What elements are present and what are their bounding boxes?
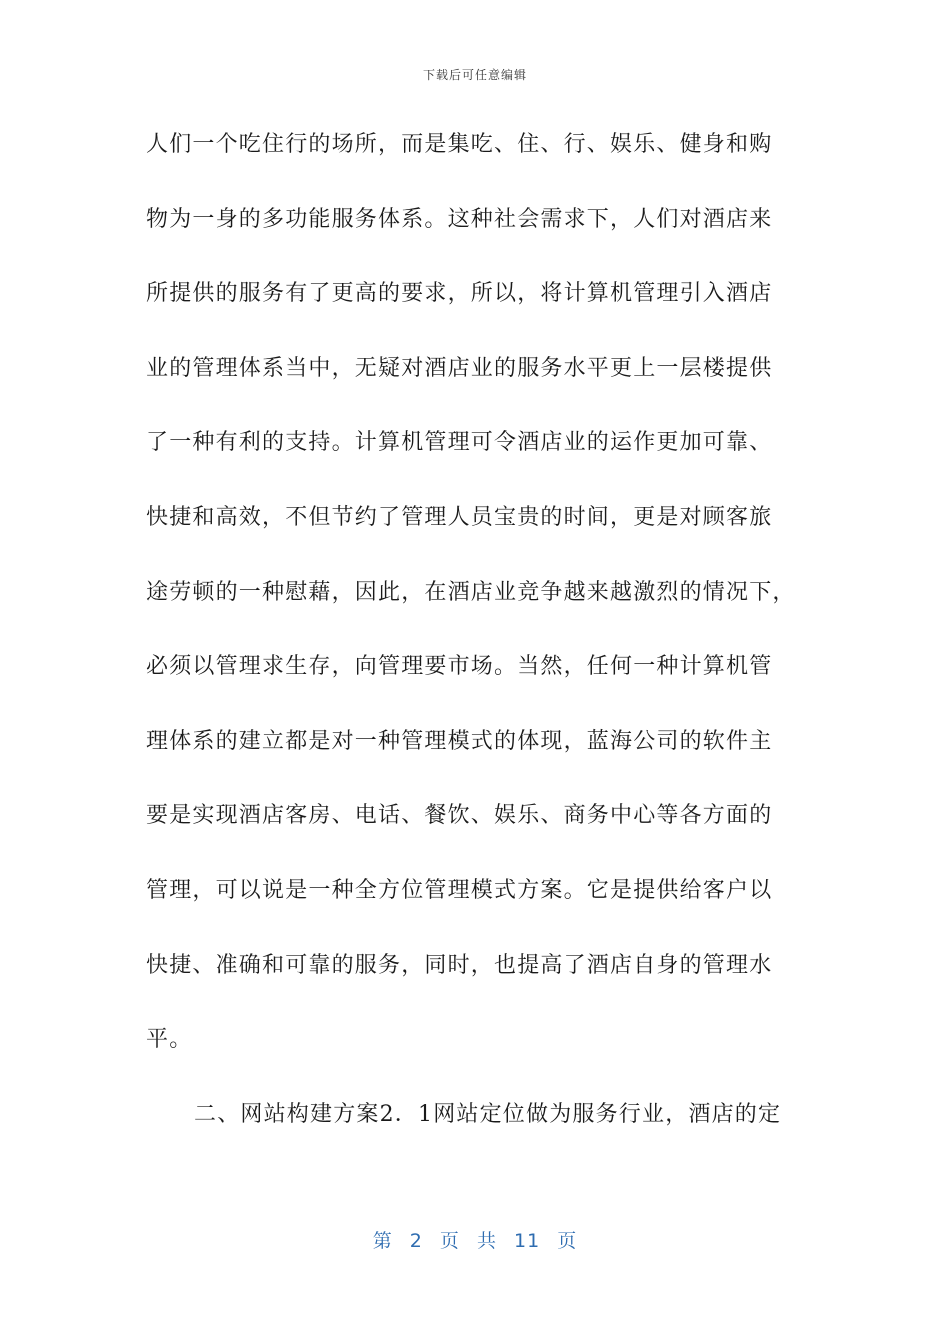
text-line: 要是实现酒店客房、电话、餐饮、娱乐、商务中心等各方面的	[146, 803, 773, 829]
text-line: 理体系的建立都是对一种管理模式的体现，蓝海公司的软件主	[146, 728, 773, 754]
text-line: 业的管理体系当中，无疑对酒店业的服务水平更上一层楼提供	[146, 355, 773, 381]
text-line: 平。	[146, 1027, 193, 1053]
section-heading-line: 二、网站构建方案2．1网站定位做为服务行业，酒店的定	[194, 1101, 782, 1127]
text-line: 人们一个吃住行的场所，而是集吃、住、行、娱乐、健身和购	[146, 132, 773, 157]
text-line: 管理，可以说是一种全方位管理模式方案。它是提供给客户以	[146, 877, 773, 903]
text-line: 物为一身的多功能服务体系。这种社会需求下，人们对酒店来	[146, 206, 773, 232]
text-line: 快捷、准确和可靠的服务，同时，也提高了酒店自身的管理水	[146, 952, 773, 978]
text-line: 途劳顿的一种慰藉，因此，在酒店业竞争越来越激烈的情况下，	[146, 579, 796, 605]
page-number-footer	[0, 1226, 950, 1253]
text-line: 必须以管理求生存，向管理要市场。当然，任何一种计算机管	[146, 654, 773, 680]
text-line: 快捷和高效，不但节约了管理人员宝贵的时间，更是对顾客旅	[146, 504, 773, 530]
document-header-note: 下载后可任意编辑	[422, 68, 527, 82]
document-body	[146, 127, 810, 1171]
text-line: 了一种有利的支持。计算机管理可令酒店业的运作更加可靠、	[146, 430, 773, 456]
text-line: 所提供的服务有了更高的要求，所以，将计算机管理引入酒店	[146, 281, 773, 307]
page-number-label: 第 2 页 共 11 页	[372, 1230, 578, 1252]
